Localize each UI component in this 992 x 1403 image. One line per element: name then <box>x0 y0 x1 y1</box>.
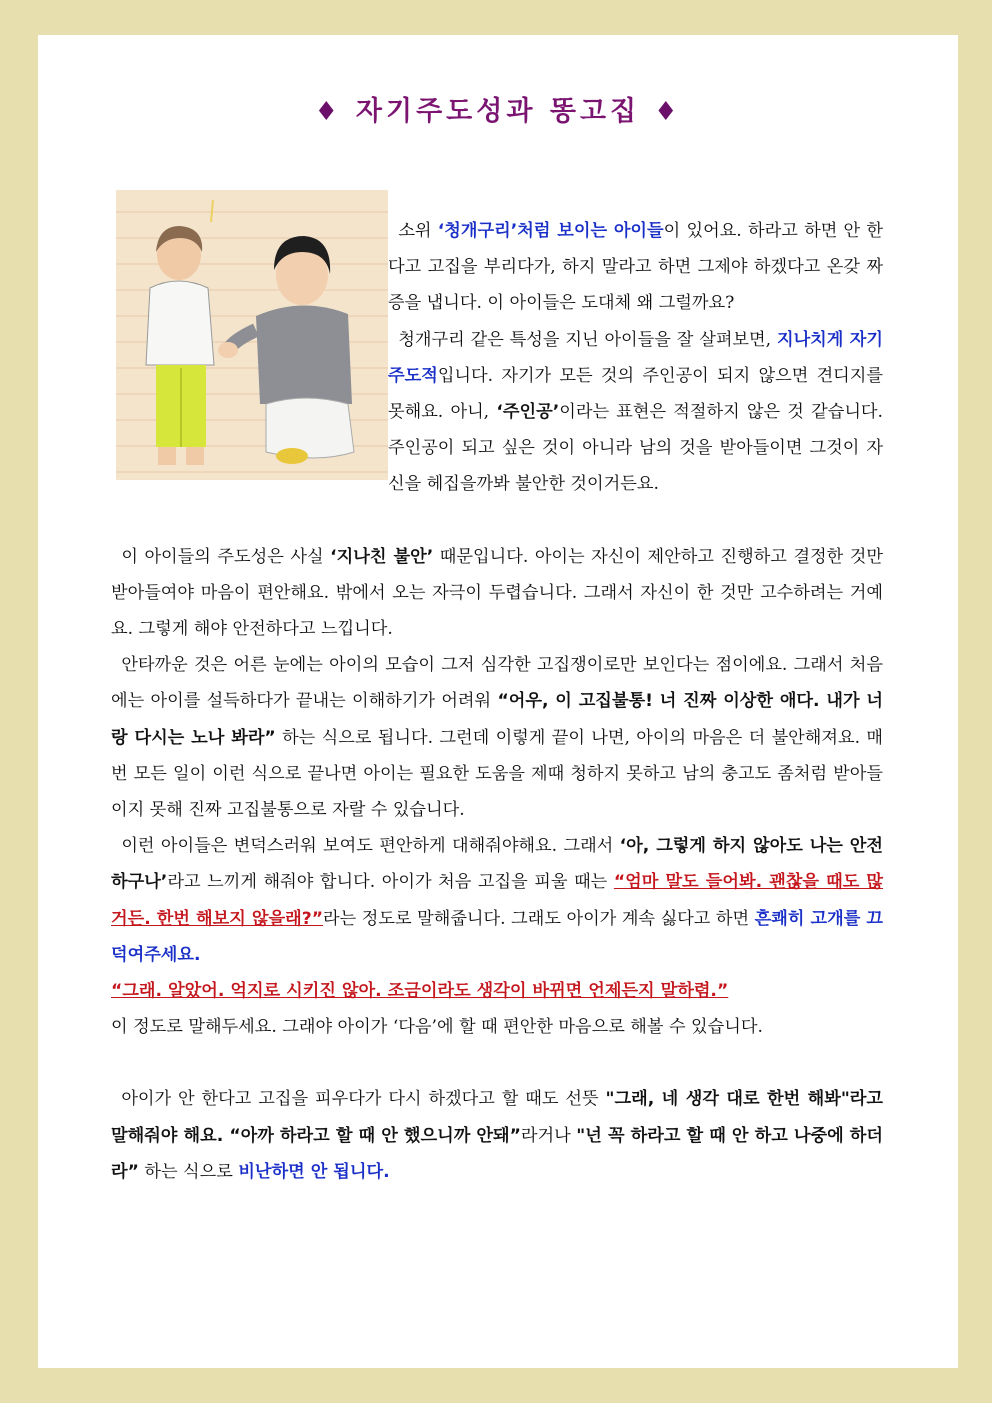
diamond-right-icon: ♦ <box>654 97 682 127</box>
text: 이런 아이들은 변덕스러워 보여도 편안하게 대해줘야해요. 그래서 <box>121 836 620 857</box>
text: 이라는 표현은 적절하지 않은 것 같습니다. 주인공이 되고 싶은 것이 아니라 남의 것을 받아들이면 그것이 자신을 헤집을까봐 불안한 것이거든요. <box>388 402 883 495</box>
text: 안타까운 것은 어른 눈에는 아이의 모습이 그저 심각한 고집쟁이로만 보인다는 점이에요. 그래서 처음에는 아이를 설득하다가 끝내는 이해하기가 어려워 <box>111 655 883 712</box>
text: 하는 식으로 됩니다. 그런데 이렇게 끝이 나면, 아이의 마음은 더 불안해져요. 매번 모든 일이 이런 식으로 끝나면 아이는 필요한 도움을 제때 청하지 못하고 남의 충고도 좀처럼 받아들이지 못해 진짜 고집불통으로 자랄 수 있습니다. <box>111 727 883 821</box>
paragraph-3 <box>111 539 883 648</box>
text: 청개구리 같은 특성을 지닌 아이들을 잘 살펴보면, <box>398 329 777 350</box>
article-body <box>111 213 883 1190</box>
highlight-red: “엄마 말도 들어봐. 괜찮을 때도 많거든. 한번 해보지 않을래?” <box>111 872 883 929</box>
paragraph-5 <box>111 828 883 973</box>
text: 라고 느끼게 해줘야 합니다. 아이가 처음 고집을 피울 때는 <box>167 872 614 893</box>
text: 하는 식으로 <box>138 1161 239 1182</box>
paragraph-7: 이 정도로 말해두세요. 그래야 아이가 ‘다음’에 할 때 편안한 마음으로 해볼 수 있습니다. <box>111 1017 763 1038</box>
highlight-bold: ‘아, 그렇게 하지 않아도 나는 안전하구나’ <box>111 836 883 893</box>
paragraph-gap <box>111 1045 883 1081</box>
text: 이 아이들의 주도성은 사실 <box>121 546 331 567</box>
text: 소위 <box>398 221 438 241</box>
text: 라거나 <box>520 1125 577 1146</box>
title-text: 자기주도성과 똥고집 <box>355 96 641 127</box>
diamond-left-icon: ♦ <box>314 97 342 127</box>
highlight-red: “그래. 알았어. 억지로 시키진 않아. 조금이라도 생각이 바뀌면 언제든지 말하렴.” <box>111 981 729 1002</box>
text: 이 있어요. 하라고 하면 안 한다고 고집을 부리다가, 하지 말라고 하면 그제야 하겠다고 온갖 짜증을 냅니다. 이 아이들은 도대체 왜 그럴까요? <box>388 221 884 314</box>
document-page <box>38 35 958 1368</box>
highlight-blue: 흔쾌히 고개를 끄덕여주세요. <box>111 908 883 965</box>
text: 라는 정도로 말해줍니다. 그래도 아이가 계속 싫다고 하면 <box>323 908 755 929</box>
highlight-blue: 지나치게 자기 주도적 <box>388 329 883 386</box>
highlight-bold: "넌 꼭 하라고 할 때 안 하고 나중에 하더라” <box>111 1125 884 1182</box>
highlight-blue: ‘청개구리’처럼 보이는 아이들 <box>437 221 664 241</box>
text: 입니다. 자기가 모든 것의 주인공이 되지 않으면 견디지를 못해요. 아니, <box>388 365 883 423</box>
text: 아이가 안 한다고 고집을 피우다가 다시 하겠다고 할 때도 선뜻 <box>121 1089 606 1110</box>
text: 때문입니다. 아이는 자신이 제안하고 진행하고 결정한 것만 받아들여야 마음이 편안해요. 밖에서 오는 자극이 두렵습니다. 그래서 자신이 한 것만 고수하려는 거예요. 그렇게 해야 안전하다고 느낍니다. <box>111 546 883 640</box>
illustration-space <box>111 209 388 531</box>
highlight-blue: 비난하면 안 됩니다. <box>238 1161 390 1182</box>
highlight-bold: ‘주인공’ <box>496 402 560 423</box>
paragraph-8 <box>111 1081 883 1190</box>
paragraph-6 <box>111 973 883 1009</box>
page-title <box>38 89 958 128</box>
highlight-bold: “어우, 이 고집불통! 너 진짜 이상한 애다. 내가 너랑 다시는 노나 봐라” <box>111 691 884 748</box>
paragraph-4 <box>111 647 883 828</box>
highlight-bold: ‘지나친 불안’ <box>330 546 434 567</box>
highlight-bold: "그래, 네 생각 대로 한번 해봐"라고 말해줘야 해요. “아까 하라고 할 때 안 했으니까 안돼” <box>111 1089 884 1146</box>
